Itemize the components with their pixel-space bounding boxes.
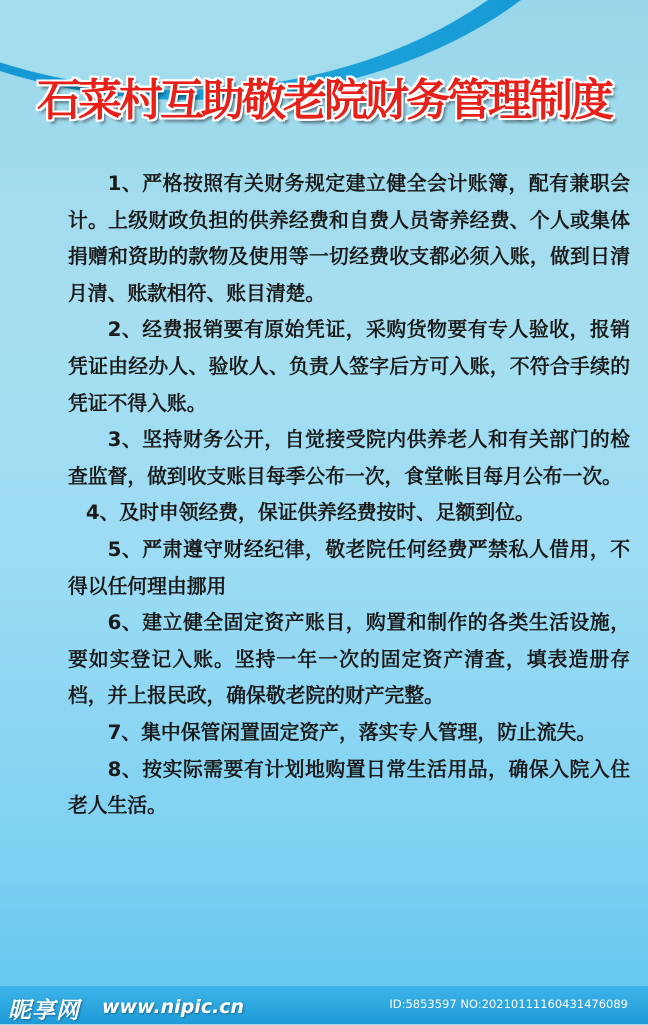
regulation-item-2: 2、经费报销要有原始凭证，采购货物要有专人验收，报销凭证由经办人、验收人、负责人签字后方可入账，不符合手续的凭证不得入账。 (68, 318, 630, 415)
regulation-item-1: 1、严格按照有关财务规定建立健全会计账簿，配有兼职会计。上级财政负担的供养经费和自费人员寄养经费、个人或集体捐赠和资助的款物及使用等一切经费收支都必须入账，做到日清月清、账款相符、账目清楚。 (68, 172, 630, 305)
regulation-item-7: 7、集中保管闲置固定资产，落实专人管理，防止流失。 (107, 720, 597, 744)
watermark-url: www.nipic.cn (102, 996, 245, 1018)
regulation-item-8: 8、按实际需要有计划地购置日常生活用品，确保入院入住老人生活。 (68, 757, 630, 818)
regulation-item-6: 6、建立健全固定资产账目，购置和制作的各类生活设施，要如实登记入账。坚持一年一次的固定资产清查，填表造册存档，并上报民政，确保敬老院的财产完整。 (68, 611, 630, 708)
regulation-item-5: 5、严肃遵守财经纪律，敬老院任何经费严禁私人借用，不得以任何理由挪用 (68, 537, 630, 598)
watermark-id: ID:5853597 NO:20210111160431476089 (389, 997, 628, 1011)
regulation-body (68, 166, 630, 825)
regulation-item-4: 4、及时申领经费，保证供养经费按时、足额到位。 (85, 501, 535, 525)
page-title: 石菜村互助敬老院财务管理制度 (37, 75, 611, 126)
watermark-logo: 昵享网 (8, 998, 80, 1024)
regulation-item-3: 3、坚持财务公开，自觉接受院内供养老人和有关部门的检查监督，做到收支账目每季公布一次，食堂帐目每月公布一次。 (68, 428, 630, 488)
